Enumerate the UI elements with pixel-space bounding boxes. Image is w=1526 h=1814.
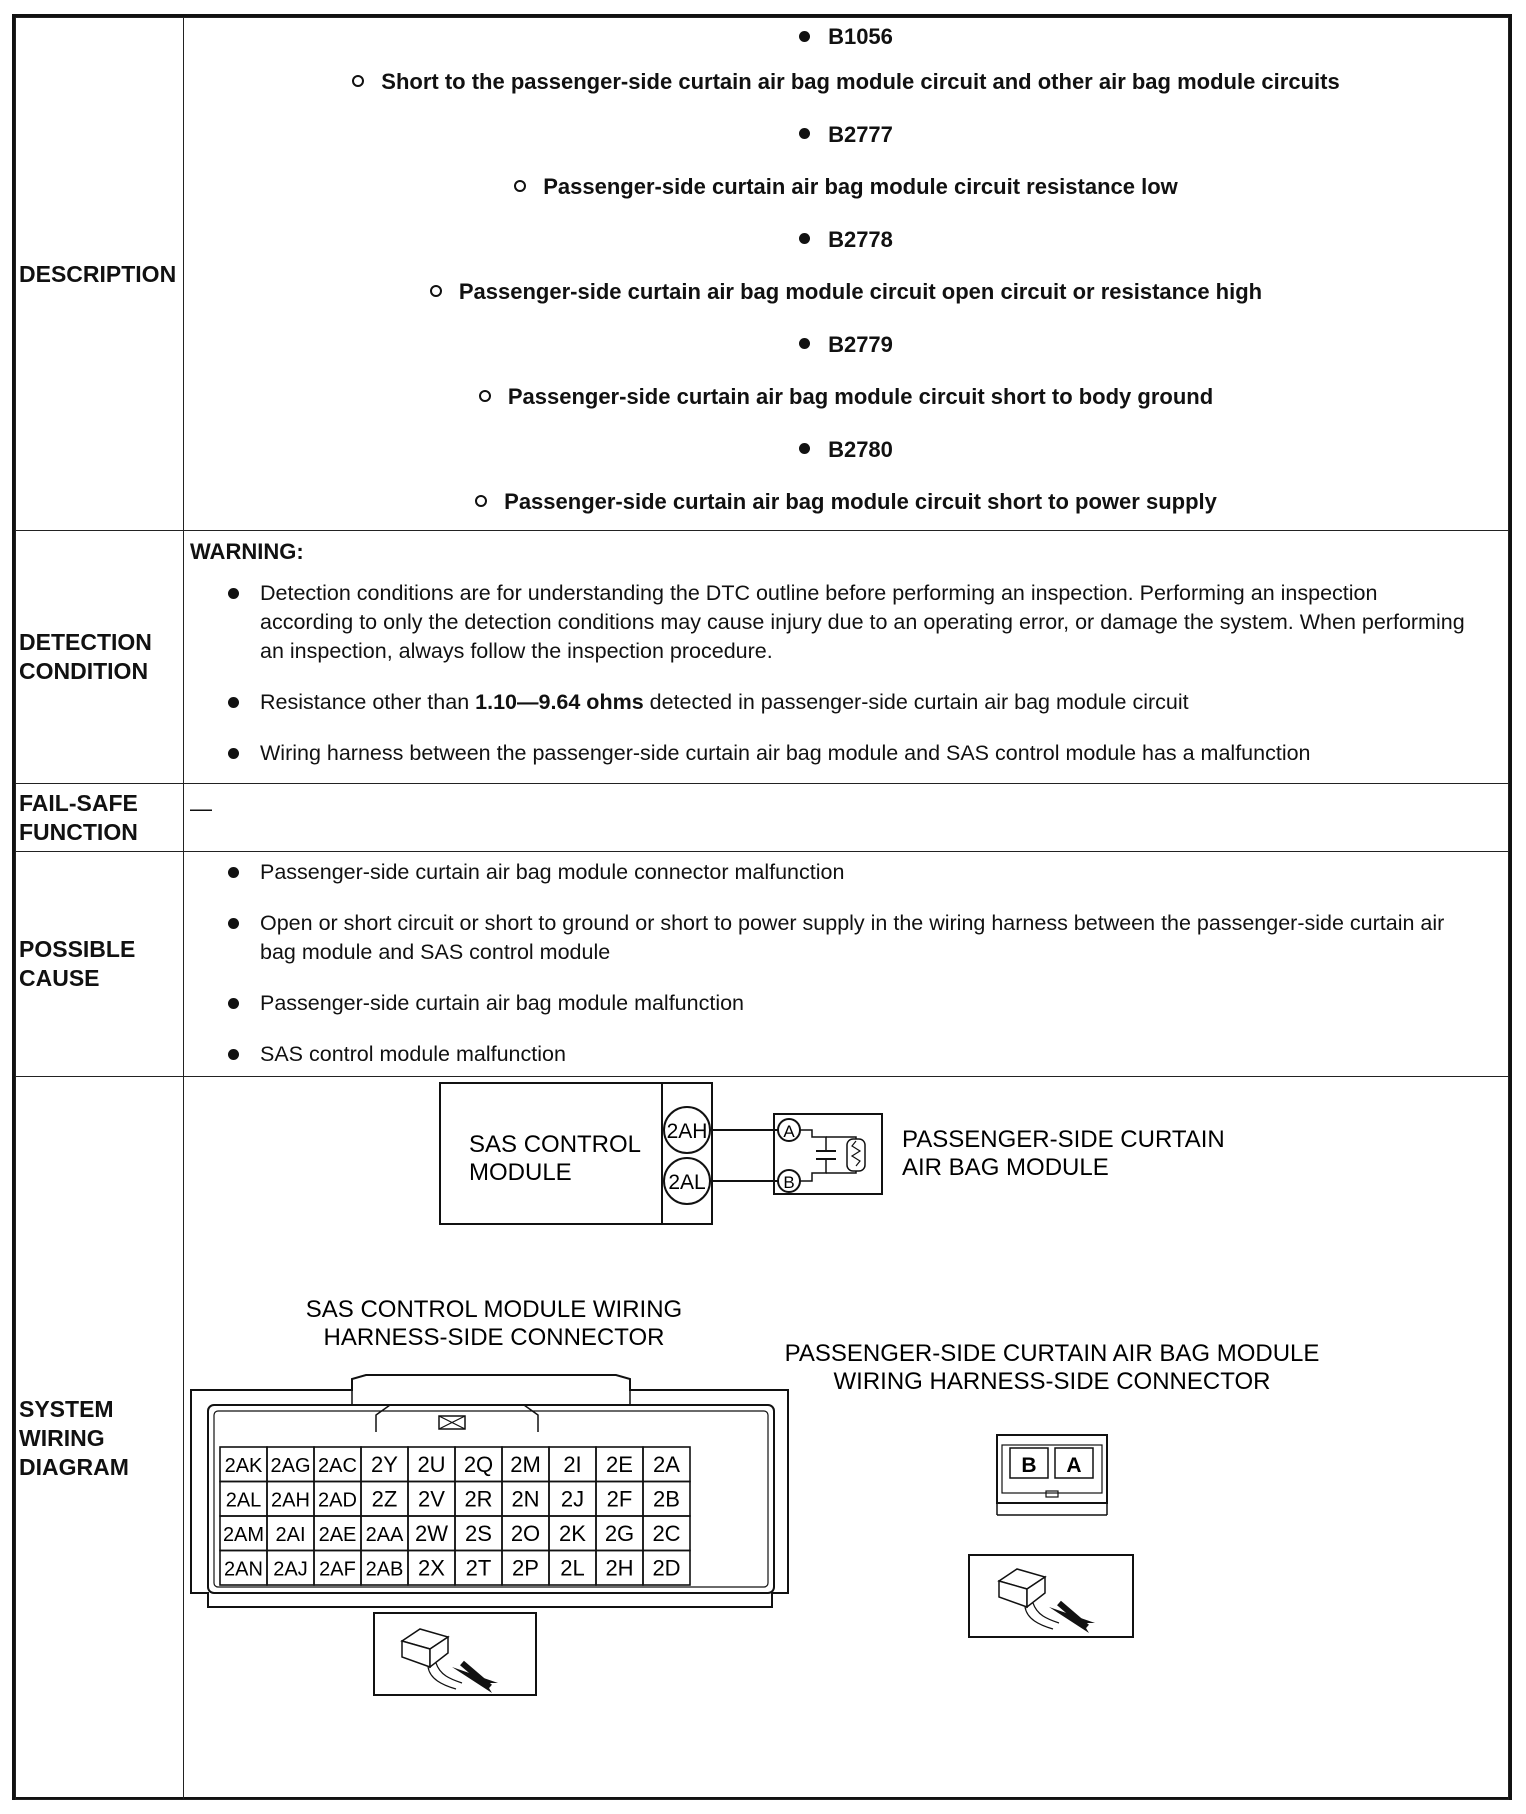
detection-label [16,531,184,784]
bullet-ring-icon [475,495,487,507]
dtc-detail [184,371,1508,424]
cause-bullet: SAS control module malfunction [228,1040,1508,1069]
pin-label: 2K [559,1521,586,1546]
pin-label: 2AH [271,1489,310,1512]
dtc-sheet [12,14,1512,1800]
cause-row [16,852,1509,1077]
pin-label: 2A [653,1452,680,1477]
bullet-ring-icon [479,390,491,402]
bullet-ring-icon [430,285,442,297]
failsafe-label-line1: FAIL-SAFE [19,789,138,816]
pin-label: 2B [653,1486,680,1512]
dtc-code [184,18,1508,56]
cause-list [184,858,1508,1069]
pin-label: 2I [563,1452,582,1477]
description-text: Passenger-side curtain air bag module circuit short to power supply [504,489,1217,514]
pin-label: 2X [418,1555,445,1581]
sas-module-line2: MODULE [469,1159,572,1186]
dtc-table [15,17,1509,1800]
pin-label: 2U [417,1452,446,1477]
airbag-line2: AIR BAG MODULE [902,1154,1109,1181]
cause-label-line1: POSSIBLE [19,936,136,962]
description-label: DESCRIPTION [16,18,184,531]
pin-label: 2AD [318,1489,357,1512]
description-text: B2777 [828,121,893,147]
sas-conn-title2: HARNESS-SIDE CONNECTOR [323,1324,665,1351]
diagram-row [16,1077,1509,1800]
cause-bullet: Open or short circuit or short to ground or short to power supply in the wiring harness between the passenger-side curtain air bag module and SAS control module [228,909,1508,967]
pin-label: 2O [510,1521,541,1546]
squib-icon [847,1139,865,1171]
diagram-label [16,1077,184,1800]
bullet-dot-icon [799,233,810,244]
warning-heading: WARNING: [190,539,304,564]
diagram-label-line3: DIAGRAM [19,1453,129,1480]
diagram-label-line1: SYSTEM [19,1395,114,1422]
pin-label: 2W [415,1521,448,1546]
detection-bullet [228,688,1508,717]
terminal-a: A [783,1122,795,1141]
pin-label: 2J [560,1486,585,1512]
pin-label: 2N [511,1486,540,1512]
airbag-conn-title1: PASSENGER-SIDE CURTAIN AIR BAG MODULE [784,1340,1320,1367]
diagram-content [184,1077,1509,1800]
dtc-detail [184,266,1508,319]
pin-label: 2AI [275,1524,306,1546]
pin-label: 2T [465,1555,492,1581]
pin-label: 2AF [319,1558,356,1581]
pin-label: 2Q [463,1452,494,1477]
detection-row [16,531,1509,784]
pin-label: 2AB [365,1558,404,1581]
detection-bullet2-post: detected in passenger-side curtain air bag module circuit [643,690,1189,714]
cause-label-line2: CAUSE [19,965,100,991]
detection-bullet: Wiring harness between the passenger-side curtain air bag module and SAS control module has a malfunction [228,739,1508,768]
connector-view-icon [402,1629,498,1693]
description-content [184,18,1509,531]
terminal-b: B [783,1173,795,1192]
pin-label: 2S [465,1521,492,1546]
detection-bullet: Detection conditions are for understanding the DTC outline before performing an inspection. Performing an inspection according to only the detection conditions may cause injury due to an operating error, or damage the system. When performing an inspection, always follow the inspection procedure. [228,579,1508,666]
description-text: Passenger-side curtain air bag module circuit short to body ground [507,384,1214,409]
bullet-dot-icon [799,31,810,42]
description-text: Short to the passenger-side curtain air bag module circuit and other air bag module circuits [381,69,1340,94]
failsafe-label-line2: FUNCTION [19,818,138,845]
failsafe-label [16,784,184,852]
diagram-label-line2: WIRING [19,1424,105,1451]
detection-label-line2: CONDITION [19,658,149,684]
description-list [184,18,1508,529]
detection-list [184,579,1508,768]
cause-bullet: Passenger-side curtain air bag module malfunction [228,989,1508,1018]
pin-label: 2E [606,1452,633,1477]
resistance-range: 1.10—9.64 ohms [475,690,644,714]
pin-label: 2F [606,1486,633,1512]
sas-control-module-box [440,1083,712,1224]
dtc-detail [184,161,1508,214]
cause-label [16,852,184,1077]
cause-bullet: Passenger-side curtain air bag module connector malfunction [228,858,1508,887]
pin-label: 2V [418,1486,445,1512]
sas-pin-grid [220,1447,690,1585]
pin-label: 2G [604,1521,635,1546]
pin-label: 2M [510,1452,541,1477]
sas-conn-title1: SAS CONTROL MODULE WIRING [305,1296,683,1323]
failsafe-row [16,784,1509,852]
dtc-detail [184,56,1508,109]
airbag-connector-body [997,1435,1107,1515]
pin-2ah-label: 2AH [666,1120,708,1143]
wiring-diagram [184,1077,1510,1799]
dtc-code [184,214,1508,267]
pin-label: 2P [512,1555,539,1581]
bullet-dot-icon [799,128,810,139]
pin-label: 2AA [365,1524,404,1546]
detection-content [184,531,1509,784]
pin-label: 2AN [224,1558,263,1581]
failsafe-content [184,784,1509,852]
description-text: Passenger-side curtain air bag module circuit open circuit or resistance high [458,279,1263,304]
bullet-dot-icon [799,443,810,454]
sas-module-line1: SAS CONTROL [469,1131,642,1158]
description-text: B2779 [828,331,893,357]
failsafe-value: — [190,796,212,821]
view-direction-box-sas [374,1613,536,1695]
pin-label: 2AC [318,1455,357,1477]
airbag-pin-b: B [1021,1454,1037,1477]
airbag-module-box [774,1114,882,1194]
connector-view-icon [999,1569,1095,1633]
description-text: B2778 [828,226,893,252]
pin-label: 2D [652,1555,681,1581]
pin-label: 2AL [225,1489,262,1512]
bullet-dot-icon [799,338,810,349]
pin-label: 2R [464,1486,493,1512]
description-text: B2780 [828,436,893,462]
detection-bullet2-pre: Resistance other than [260,690,476,714]
dtc-code [184,319,1508,372]
pin-label: 2AM [222,1524,265,1546]
airbag-pin-a: A [1066,1454,1082,1477]
dtc-code [184,424,1508,477]
description-text: Passenger-side curtain air bag module circuit resistance low [543,174,1178,199]
airbag-line1: PASSENGER-SIDE CURTAIN [902,1126,1225,1153]
pin-label: 2C [652,1521,681,1546]
dtc-code [184,109,1508,162]
cause-content [184,852,1509,1077]
pin-label: 2H [605,1555,634,1581]
detection-label-line1: DETECTION [19,629,152,655]
pin-label: 2AK [224,1455,263,1477]
pin-label: 2L [560,1555,585,1581]
pin-label: 2AG [270,1455,311,1477]
pin-label: 2Y [371,1452,398,1477]
description-text: B1056 [828,24,893,49]
pin-label: 2Z [371,1486,398,1512]
pin-label: 2AE [318,1524,357,1546]
pin-2al-label: 2AL [668,1171,706,1194]
bullet-ring-icon [352,75,364,87]
dtc-detail [184,476,1508,529]
description-row [16,18,1509,531]
pin-label: 2AJ [273,1558,308,1581]
airbag-conn-title2: WIRING HARNESS-SIDE CONNECTOR [833,1368,1271,1395]
view-direction-box-airbag [969,1555,1133,1637]
bullet-ring-icon [514,180,526,192]
